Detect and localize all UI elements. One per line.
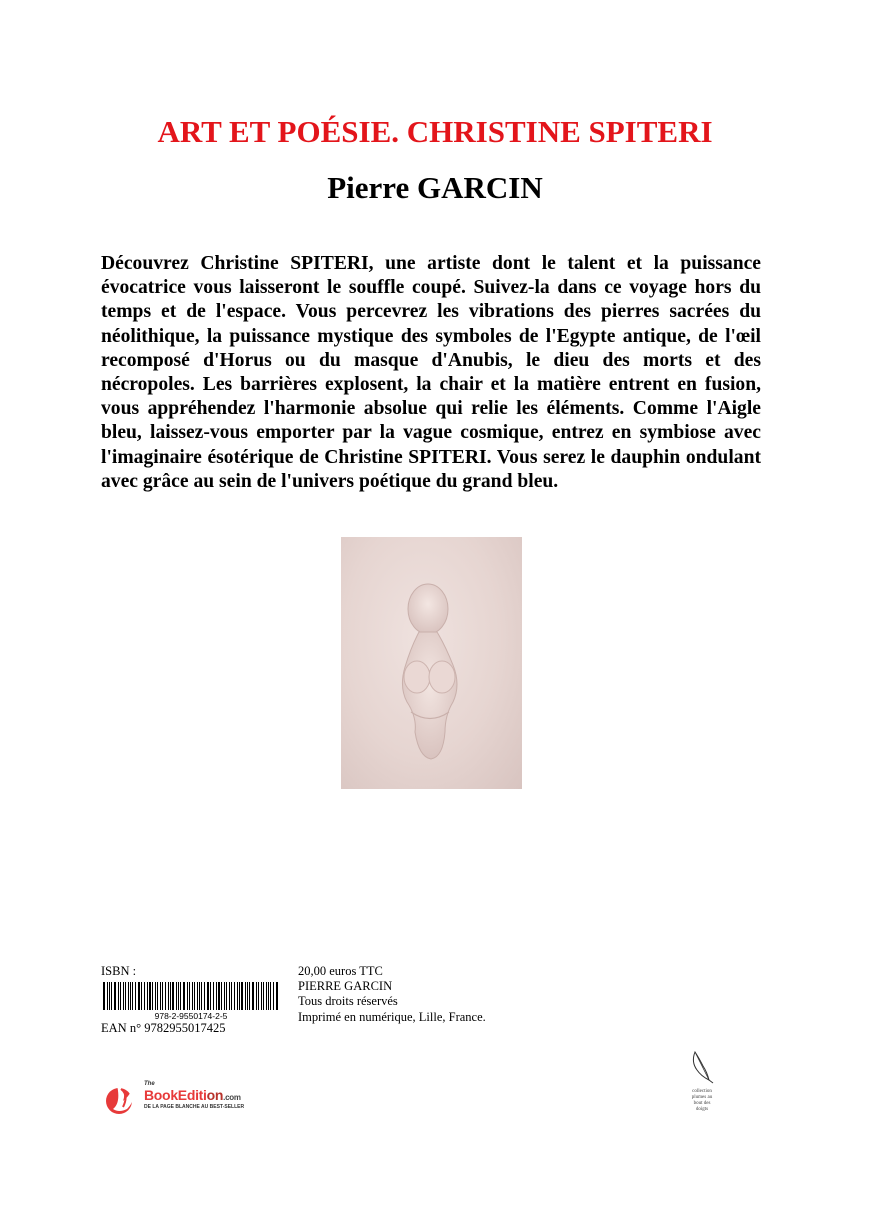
logo-the: The <box>144 1081 155 1087</box>
logo-brand-a: BookEditi <box>144 1087 207 1103</box>
price: 20,00 euros TTC <box>298 964 383 978</box>
rights-notice: Tous droits réservés <box>298 994 398 1009</box>
isbn-digits: 978-2-9550174-2-5 <box>154 1011 228 1021</box>
barcode-icon <box>101 982 281 1012</box>
venus-figurine-photo <box>341 537 522 789</box>
book-title: ART ET POÉSIE. CHRISTINE SPITERI <box>157 114 713 149</box>
publisher-name: PIERRE GARCIN <box>298 979 393 994</box>
back-cover-blurb: Découvrez Christine SPITERI, une artiste dont le talent et la puissance évocatrice vous laisseront le souffle coupé. Suivez-la dans ce voyage hors du temps et de l'espace. Vous percevrez les vibrations des pierres sacrées du néolithique, la puissance mystique des symboles de l'Egypte antique, de l'œil recomposé d'Horus ou du masque d'Anubis, le dieu des morts et des nécropoles. Les barrières explosent, la chair et la matière entrent en fusion, vous appréhendez l'harmonie absolue qui relie les éléments. Comme l'Aigle bleu, laissez-vous emporter par la vague cosmique, entrez en symbiose avec l'imaginaire ésotérique de Christine SPITERI. Vous serez le dauphin ondulant avec grâce au sein de l'univers poétique du grand bleu. <box>101 253 761 492</box>
author-name: Pierre GARCIN <box>327 170 543 205</box>
logo-brand-b: on <box>206 1087 224 1103</box>
print-notice: Imprimé en numérique, Lille, France. <box>298 1009 486 1024</box>
collection-line3: bout des <box>693 1101 711 1106</box>
collection-mark <box>680 1050 724 1113</box>
bookedition-flame-icon <box>101 1081 141 1122</box>
quill-feather-icon <box>687 1050 717 1084</box>
isbn-label: ISBN : <box>101 964 137 978</box>
logo-brand-c: .com <box>223 1093 241 1102</box>
collection-line1: collection <box>692 1089 712 1094</box>
logo-tagline: DE LA PAGE BLANCHE AU BEST-SELLER <box>144 1104 245 1110</box>
ean-number: EAN n° 9782955017425 <box>101 1021 226 1035</box>
bookedition-logo <box>144 1081 245 1110</box>
publication-info <box>298 964 486 1025</box>
collection-line4: doigts <box>695 1107 709 1112</box>
collection-line2: plumes au <box>691 1095 713 1100</box>
